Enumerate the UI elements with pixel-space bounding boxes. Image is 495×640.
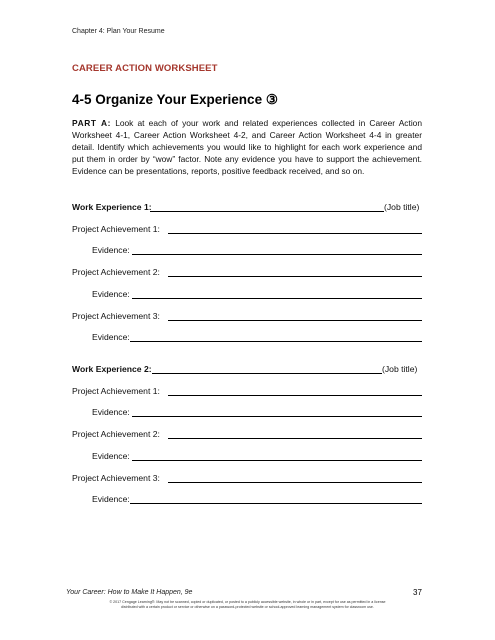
work-experience-1-row [72,202,427,216]
evidence-label: Evidence: [92,494,130,504]
instructions-text: Look at each of your work and related experiences collected in Career Action Worksheet 4-1, Career Action Worksheet 4-2, and Career Action Worksheet 4-4 in greater detail. Identify which achievements you would like to highlight for each work experience and put them in order by “wow” factor. Note any evidence you have to support the achievement. Evidence can be presentations, reports, positive feedback received, and so on. [72,118,422,177]
project-achievement-label: Project Achievement 3: [72,473,160,483]
exp2-evidence-2-field[interactable] [132,460,422,461]
exp1-project-1-field[interactable] [168,233,422,234]
work-experience-1-label: Work Experience 1: [72,202,152,212]
copyright-notice [60,600,435,610]
exp1-project-3-field[interactable] [168,320,422,321]
exp1-evidence-1-field[interactable] [132,254,422,255]
exp1-evidence-3-row [92,332,422,346]
copyright-line: © 2017 Cengage Learning®. May not be scanned, copied or duplicated, or posted to a publicly accessible website, in whole or in part, except for use as permitted in a license [109,600,386,604]
exp1-evidence-2-field[interactable] [132,298,422,299]
job-title-hint: (Job title) [384,202,420,212]
exp2-evidence-3-row [92,494,422,508]
page-title: 4-5 Organize Your Experience ③ [72,92,278,107]
work-experience-2-label: Work Experience 2: [72,364,152,374]
exp1-evidence-2-row [92,289,422,303]
exp1-project-1-row [72,224,422,238]
exp1-project-2-field[interactable] [168,276,422,277]
footer-book-title: Your Career: How to Make It Happen, 9e [66,589,193,596]
evidence-label: Evidence: [92,451,130,461]
part-label: PART A: [72,118,112,128]
exp1-evidence-1-row [92,245,422,259]
section-label: CAREER ACTION WORKSHEET [72,63,218,74]
page-number: 37 [413,588,422,597]
exp2-project-2-row [72,429,422,443]
exp1-project-2-row [72,267,422,281]
work-experience-1-field[interactable] [150,211,384,212]
work-experience-2-row [72,364,427,378]
exp2-evidence-1-field[interactable] [132,416,422,417]
project-achievement-label: Project Achievement 1: [72,224,160,234]
exp2-evidence-1-row [92,407,422,421]
exp2-project-2-field[interactable] [168,438,422,439]
running-head: Chapter 4: Plan Your Resume [72,28,165,35]
exp2-project-1-field[interactable] [168,395,422,396]
evidence-label: Evidence: [92,289,130,299]
work-experience-2-field[interactable] [152,373,382,374]
copyright-line: distributed with a certain product or service or otherwise on a password-protected website or school-approved learning management system for classroom use. [121,605,374,609]
exp2-evidence-3-field[interactable] [130,503,422,504]
exp2-project-1-row [72,386,422,400]
evidence-label: Evidence: [92,332,130,342]
project-achievement-label: Project Achievement 2: [72,267,160,277]
exp1-evidence-3-field[interactable] [130,341,422,342]
project-achievement-label: Project Achievement 3: [72,311,160,321]
instructions-paragraph [72,117,422,177]
project-achievement-label: Project Achievement 1: [72,386,160,396]
project-achievement-label: Project Achievement 2: [72,429,160,439]
exp2-project-3-field[interactable] [168,482,422,483]
exp2-project-3-row [72,473,422,487]
exp1-project-3-row [72,311,422,325]
job-title-hint: (Job title) [382,364,418,374]
exp2-evidence-2-row [92,451,422,465]
evidence-label: Evidence: [92,407,130,417]
evidence-label: Evidence: [92,245,130,255]
